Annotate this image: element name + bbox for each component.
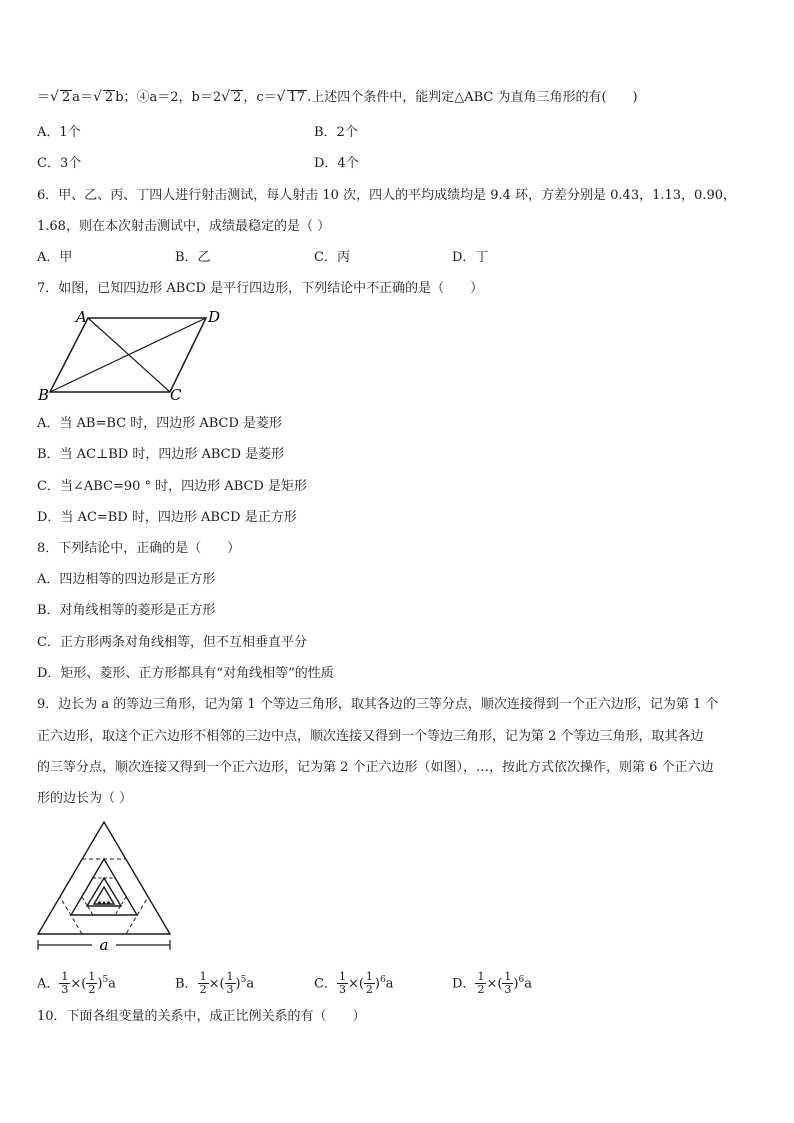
q5-text-part5: .上述四个条件中，能判定△ABC 为直角三角形的有( ) xyxy=(307,90,638,105)
q7-option-d: D．当 AC=BD 时，四边形 ABCD 是正方形 xyxy=(37,510,297,525)
close-paren: ) xyxy=(374,976,380,992)
fraction-outer xyxy=(59,971,70,996)
q8-stem: 8．下列结论中，正确的是（ ） xyxy=(37,541,241,556)
q8-option-a: A．四边相等的四边形是正方形 xyxy=(37,572,216,587)
exponent: 6 xyxy=(380,975,386,985)
q5-option-d: D．4个 xyxy=(314,156,359,171)
vertex-label-a: A xyxy=(76,308,87,326)
exponent: 5 xyxy=(102,975,109,985)
vertex-label-c: C xyxy=(170,386,182,402)
q6-stem-line2: 1.68，则在本次射击测试中，成绩最稳定的是（ ） xyxy=(37,219,331,234)
q5-text-part2: a＝ xyxy=(72,90,93,105)
fraction-inner xyxy=(364,971,375,996)
q6-option-d: D．丁 xyxy=(452,250,489,265)
side-length-label: a xyxy=(99,936,109,954)
q7-option-a: A．当 AB=BC 时，四边形 ABCD 是菱形 xyxy=(37,416,283,431)
close-paren: ) xyxy=(235,976,241,992)
q5-option-b: B．2个 xyxy=(314,125,358,140)
q8-option-c: C．正方形两条对角线相等，但不互相垂直平分 xyxy=(37,635,307,650)
q7-parallelogram-figure xyxy=(36,306,236,402)
q9-stem-line2: 正六边形，取这个正六边形不相邻的三边中点，顺次连接又得到一个等边三角形，记为第 2 个等边三角形，取其各边 xyxy=(37,729,704,744)
q8-option-d: D．矩形、菱形、正方形都具有“对角线相等”的性质 xyxy=(37,666,334,681)
denominator: 2 xyxy=(199,983,207,997)
denominator: 3 xyxy=(226,983,234,997)
q5-option-c: C．3个 xyxy=(37,156,82,171)
option-letter: A． xyxy=(37,976,60,992)
q8-option-b: B．对角线相等的菱形是正方形 xyxy=(37,603,216,618)
q5-condition-line xyxy=(37,88,638,107)
denominator: 3 xyxy=(61,983,69,997)
q9-option-c xyxy=(314,963,394,1001)
q5-text-part3: b；④a＝2，b＝2 xyxy=(115,90,222,105)
q6-option-c: C．丙 xyxy=(314,250,350,265)
q9-stem-line1: 9．边长为 a 的等边三角形，记为第 1 个等边三角形，取其各边的三等分点，顺次连接得到一个正六边形，记为第 1 个 xyxy=(37,697,719,712)
exponent: 6 xyxy=(518,975,525,985)
q5-sqrt-b: 2 xyxy=(104,90,114,105)
denominator: 2 xyxy=(88,983,96,997)
numerator: 1 xyxy=(477,970,485,984)
q9-stem-line3: 的三等分点，顺次连接又得到一个正六边形，记为第 2 个正六边形（如图），…，按此方式依次操作，则第 6 个正六边 xyxy=(37,760,714,775)
q5-sqrt-a: 2 xyxy=(61,90,71,105)
close-paren: ) xyxy=(513,976,519,992)
q9-stem-line4: 形的边长为（ ） xyxy=(37,791,133,806)
numerator: 1 xyxy=(365,970,373,984)
q5-text-part4: ，c＝ xyxy=(243,90,277,105)
fraction-outer xyxy=(337,971,348,996)
numerator: 1 xyxy=(88,970,96,984)
q6-option-a: A．甲 xyxy=(37,250,73,265)
numerator: 1 xyxy=(61,970,69,984)
q10-stem: 10．下面各组变量的关系中，成正比例关系的有（ ） xyxy=(37,1009,366,1024)
option-letter: C． xyxy=(314,976,337,992)
denominator: 2 xyxy=(365,983,373,997)
fraction-inner xyxy=(86,971,97,996)
times-open-paren: ×( xyxy=(70,976,87,992)
times-open-paren: ×( xyxy=(486,976,503,992)
numerator: 1 xyxy=(199,970,207,984)
variable: a xyxy=(385,976,394,992)
q9-option-a xyxy=(37,963,116,1001)
variable: a xyxy=(524,976,532,992)
option-letter: D． xyxy=(452,976,476,992)
q9-option-d xyxy=(452,963,532,1001)
q6-option-b: B．乙 xyxy=(175,250,211,265)
times-open-paren: ×( xyxy=(347,976,364,992)
numerator: 1 xyxy=(226,970,234,984)
sqrt-sign: √ xyxy=(92,89,102,105)
close-paren: ) xyxy=(97,976,103,992)
q5-sqrt-b2: 2 xyxy=(233,90,242,105)
ellipsis-dots: … xyxy=(97,892,111,908)
fraction-outer xyxy=(198,971,209,996)
q6-stem-line1: 6．甲、乙、丙、丁四人进行射击测试，每人射击 10 次，四人的平均成绩均是 9.4 环，方差分别是 0.43，1.13，0.90， xyxy=(37,188,736,203)
denominator: 3 xyxy=(338,983,346,997)
vertex-label-b: B xyxy=(38,386,50,402)
denominator: 2 xyxy=(477,983,485,997)
diagonal-bd xyxy=(50,318,206,392)
numerator: 1 xyxy=(504,970,512,984)
fraction-outer xyxy=(475,971,486,996)
q7-stem: 7．如图，已知四边形 ABCD 是平行四边形，下列结论中不正确的是（ ） xyxy=(37,281,484,296)
variable: a xyxy=(108,976,116,992)
sqrt-sign: √ xyxy=(276,89,286,105)
q7-option-b: B．当 AC⊥BD 时，四边形 ABCD 是菱形 xyxy=(37,447,285,462)
q9-option-b xyxy=(175,963,254,1001)
q9-nested-triangles-figure xyxy=(34,816,182,958)
times-open-paren: ×( xyxy=(208,976,225,992)
fraction-inner xyxy=(502,971,513,996)
vertex-label-d: D xyxy=(208,308,221,326)
variable: a xyxy=(246,976,255,992)
numerator: 1 xyxy=(338,970,346,984)
denominator: 3 xyxy=(504,983,512,997)
fraction-inner xyxy=(225,971,236,996)
sqrt-sign: √ xyxy=(221,89,231,105)
q5-sqrt-c: 17 xyxy=(288,90,306,105)
q5-text-part1: ＝ xyxy=(37,90,51,105)
sqrt-sign: √ xyxy=(50,89,59,105)
q7-option-c: C．当∠ABC=90 ° 时，四边形 ABCD 是矩形 xyxy=(37,479,307,494)
option-letter: B． xyxy=(175,976,198,992)
exponent: 5 xyxy=(240,975,247,985)
q5-option-a: A．1个 xyxy=(37,125,81,140)
